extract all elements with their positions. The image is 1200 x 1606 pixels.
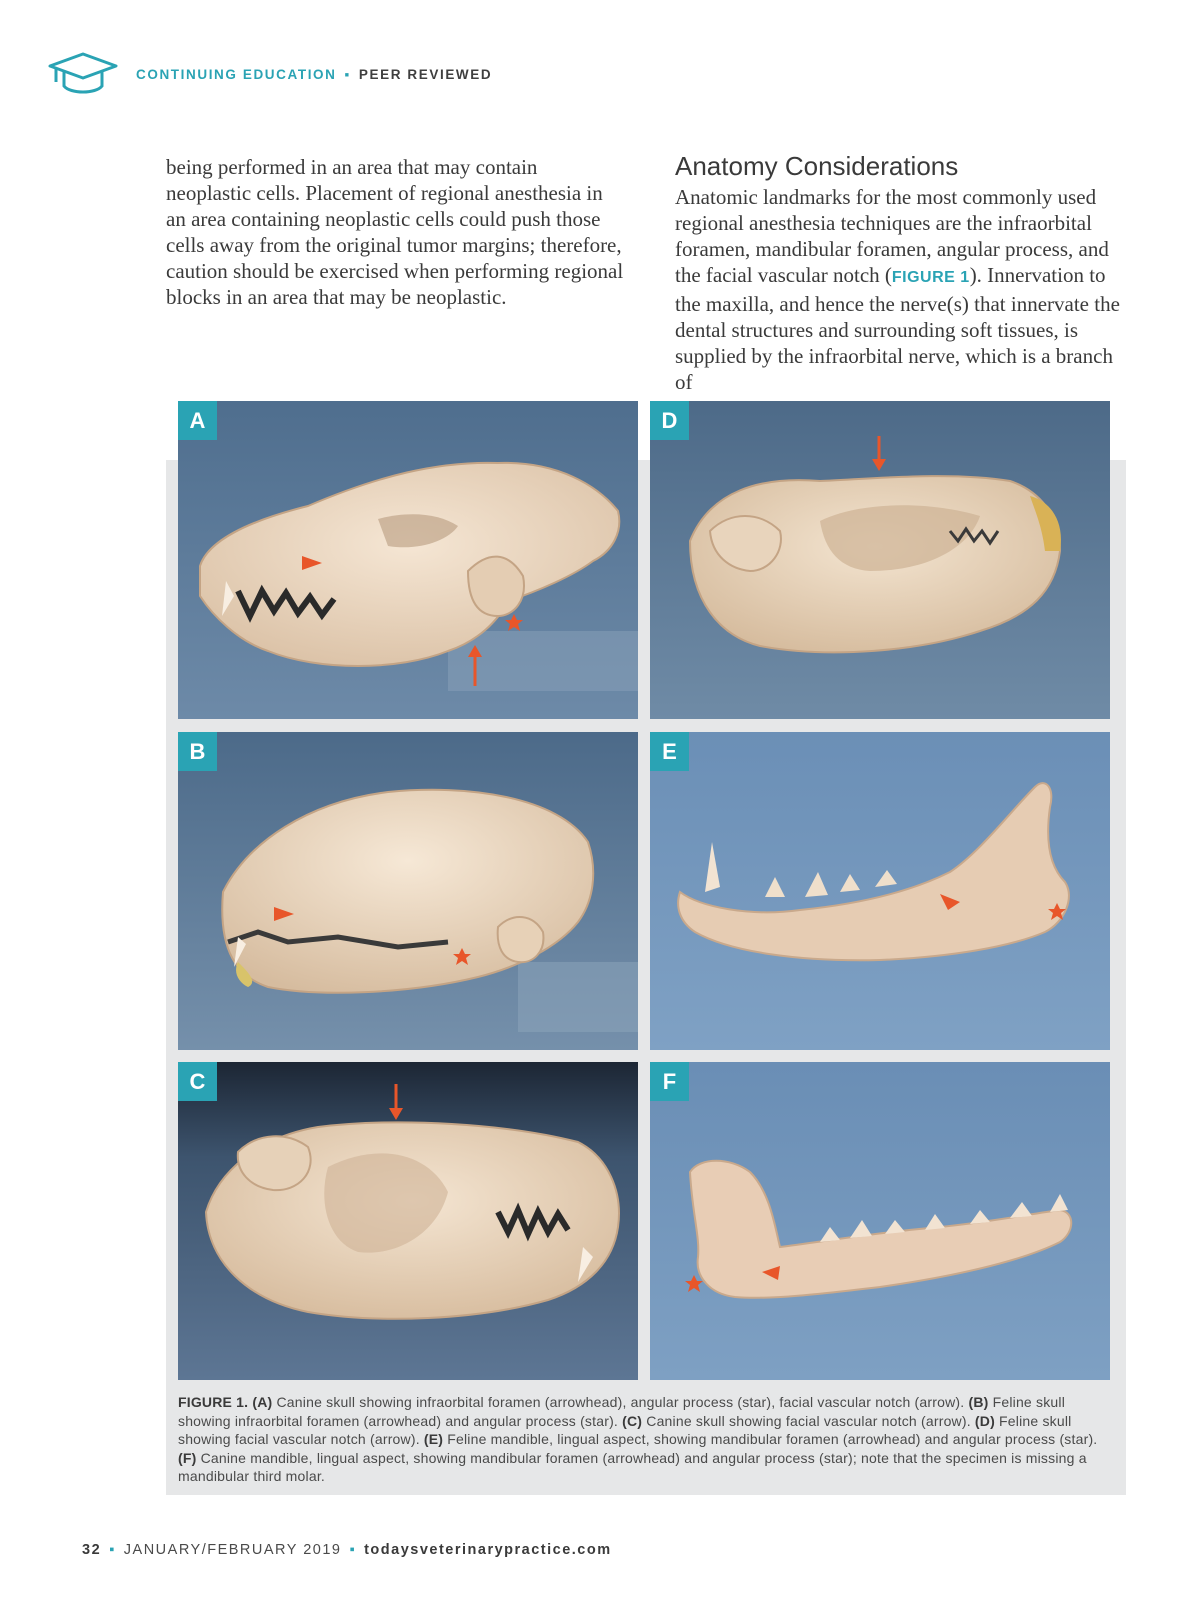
caption-label-c: (C) [622, 1412, 643, 1429]
panel-label-d: D [650, 401, 689, 440]
website-link[interactable]: todaysveterinarypractice.com [364, 1542, 612, 1558]
section-heading: Anatomy Considerations [675, 151, 959, 181]
figure-caption [178, 1393, 1098, 1486]
feline-skull-photo [650, 401, 1110, 719]
graduation-cap-icon [48, 52, 118, 96]
caption-label-d: (D) [974, 1412, 995, 1429]
caption-text-e: Feline mandible, lingual aspect, showing mandibular foramen (arrowhead) and angular process (star). [443, 1431, 1098, 1447]
canine-skull-photo [178, 401, 638, 719]
caption-label-b: (B) [968, 1394, 989, 1410]
figure-panel-b [178, 732, 638, 1050]
panel-label-e: E [650, 732, 689, 771]
page-header [48, 52, 492, 96]
caption-label-f: (F) [178, 1449, 197, 1466]
issue-date: JANUARY/FEBRUARY 2019 [123, 1542, 342, 1558]
figure-panel-a [178, 401, 638, 719]
panel-label-a: A [178, 401, 217, 440]
body-paragraph [675, 184, 1135, 395]
panel-label-b: B [178, 732, 217, 771]
panel-label-c: C [178, 1062, 217, 1101]
caption-text-f: Canine mandible, lingual aspect, showing mandibular foramen (arrowhead) and angular process (star); note that the specimen is missing a mandibular third molar. [178, 1449, 1087, 1484]
left-column [166, 154, 626, 310]
paragraph-text-end: ). Innervation to the maxilla, and hence the nerve(s) that innervate the dental structures and surrounding soft tissues, is supplied by the infraorbital nerve, which is a branch of [675, 263, 1120, 394]
header-text [136, 67, 492, 82]
figure-panel-d [650, 401, 1110, 719]
header-separator: ▪ [344, 66, 351, 82]
figure-panel-e [650, 732, 1110, 1050]
page-footer [82, 1542, 612, 1558]
section-label: CONTINUING EDUCATION [136, 66, 337, 82]
peer-reviewed-label: PEER REVIEWED [358, 66, 493, 82]
caption-text-d: Feline skull showing facial vascular notch (arrow). [178, 1412, 1072, 1447]
footer-separator: ▪ [109, 1542, 116, 1558]
body-paragraph: being performed in an area that may contain neoplastic cells. Placement of regional anesthesia in an area containing neoplastic cells could push those cells away from the original tumor margins; therefore, caution should be exercised when performing regional blocks in an area that may be neoplastic. [166, 155, 624, 309]
caption-label-a: (A) [252, 1394, 273, 1410]
caption-text-c: Canine skull showing facial vascular notch (arrow). [642, 1412, 975, 1429]
paragraph-text-start: Anatomic landmarks for the most commonly used regional anesthesia techniques are the infraorbital foramen, mandibular foramen, angular process, and the facial vascular notch ( [675, 185, 1109, 287]
footer-separator: ▪ [349, 1542, 357, 1558]
figure-reference-link[interactable]: FIGURE 1 [891, 269, 970, 286]
feline-mandible-photo [650, 732, 1110, 1050]
panel-label-f: F [650, 1062, 689, 1101]
page-number: 32 [82, 1542, 102, 1558]
right-column [675, 150, 1135, 395]
canine-skull-photo [178, 1062, 638, 1380]
figure-panel-f [650, 1062, 1110, 1380]
caption-figure-label: FIGURE 1. [178, 1394, 249, 1410]
figure-panel-c [178, 1062, 638, 1380]
canine-mandible-photo [650, 1062, 1110, 1380]
caption-text-a: Canine skull showing infraorbital foramen (arrowhead), angular process (star), facial vascular notch (arrow). [272, 1394, 969, 1410]
caption-label-e: (E) [423, 1431, 444, 1447]
caption-text-b: Feline skull showing infraorbital foramen (arrowhead) and angular process (star). [178, 1394, 1066, 1429]
feline-skull-photo [178, 732, 638, 1050]
